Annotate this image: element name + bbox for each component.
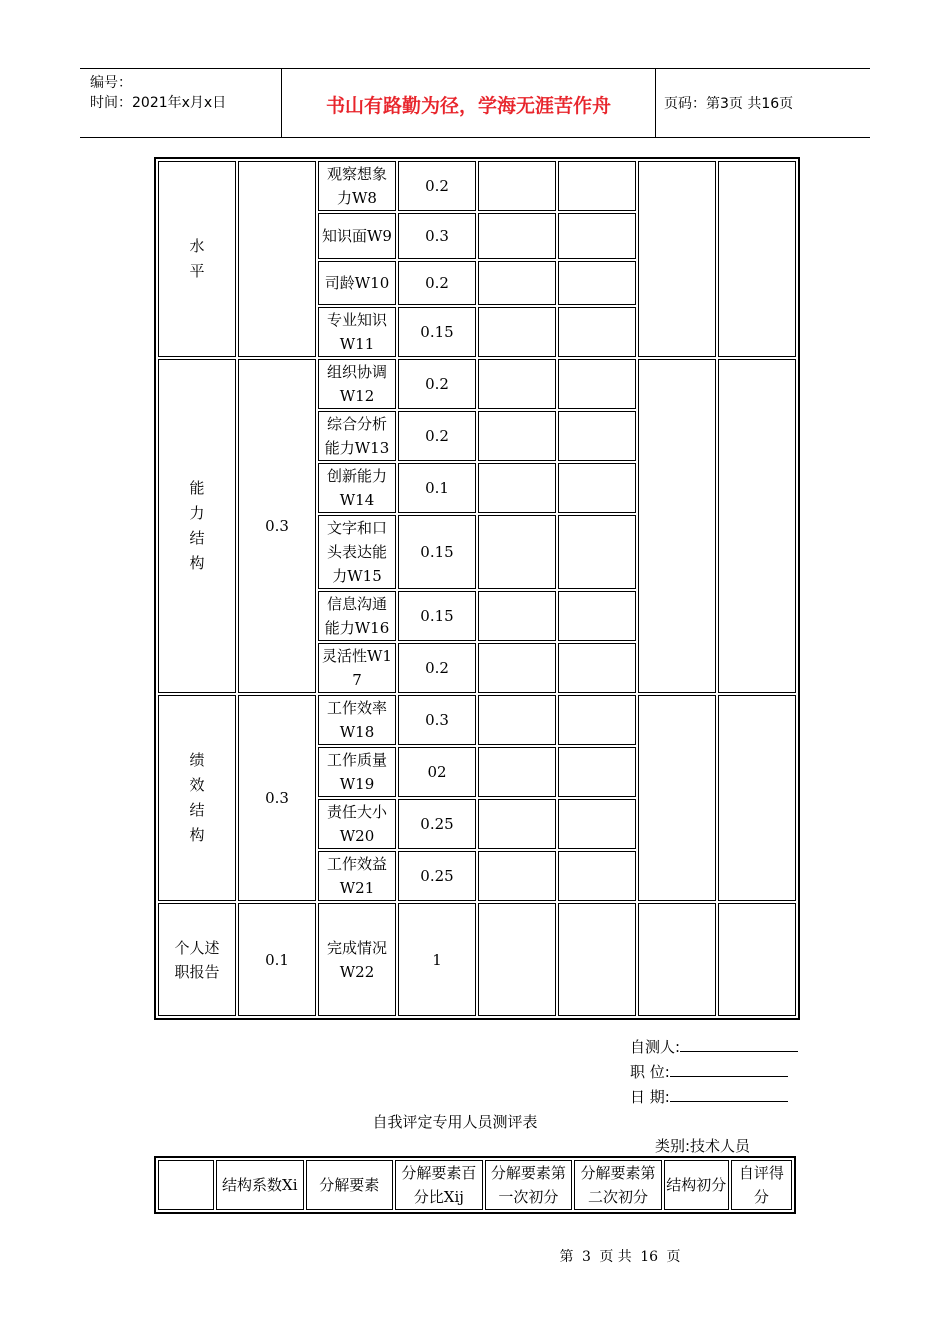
first-score-cell[interactable] — [478, 695, 556, 745]
factor-cell — [318, 747, 396, 797]
second-score-cell[interactable] — [558, 851, 636, 901]
factor-cell — [318, 695, 396, 745]
factor-percentage-cell: 0.2 — [398, 161, 476, 211]
first-score-cell[interactable] — [478, 591, 556, 641]
date-blank[interactable] — [670, 1087, 788, 1102]
factor-label: 完成情况W22 — [326, 938, 387, 981]
self-score-cell[interactable] — [718, 695, 796, 901]
factor-label: 工作效率W18 — [326, 699, 387, 741]
first-score-cell[interactable] — [478, 359, 556, 409]
factor-label: 组织协调W12 — [326, 363, 387, 405]
header-page-info: 页码：第3页 共16页 — [664, 96, 794, 112]
factor-percentage-cell: 0.25 — [398, 851, 476, 901]
second-score-cell[interactable] — [558, 591, 636, 641]
second-score-cell[interactable] — [558, 799, 636, 849]
factor-cell — [318, 851, 396, 901]
factor-cell — [318, 411, 396, 461]
structure-coefficient-cell — [238, 161, 316, 357]
form-title: 自我评定专用人员测评表 — [372, 1113, 538, 1131]
footer-page-total: 16 — [640, 1249, 659, 1265]
factor-cell — [318, 213, 396, 259]
first-score-cell[interactable] — [478, 213, 556, 259]
factor-cell — [318, 515, 396, 589]
self-tester-line — [630, 1036, 798, 1057]
self-score-cell[interactable] — [718, 903, 796, 1016]
header-motto: 书山有路勤为径，学海无涯苦作舟 — [325, 95, 611, 117]
factor-label: 综合分析能力W13 — [324, 415, 390, 457]
page-footer — [0, 1246, 950, 1266]
second-score-cell[interactable] — [558, 515, 636, 589]
first-score-cell[interactable] — [478, 643, 556, 693]
column-header: 分解要素 — [306, 1160, 394, 1210]
self-score-cell[interactable] — [718, 161, 796, 357]
table-row — [158, 161, 796, 211]
structure-score-cell[interactable] — [638, 695, 716, 901]
table-row — [158, 903, 796, 1016]
position-line — [630, 1061, 788, 1082]
factor-cell — [318, 643, 396, 693]
structure-coefficient-cell: 0.3 — [238, 359, 316, 693]
factor-cell — [318, 799, 396, 849]
self-tester-label: 自测人: — [630, 1038, 681, 1056]
factor-label: 灵活性W17 — [322, 647, 392, 689]
document-time-label: 时间：2021年x月x日 — [90, 95, 227, 111]
structure-coefficient-cell: 0.3 — [238, 695, 316, 901]
factor-cell — [318, 591, 396, 641]
first-score-cell[interactable] — [478, 515, 556, 589]
first-score-cell[interactable] — [478, 307, 556, 357]
second-score-cell[interactable] — [558, 307, 636, 357]
second-score-cell[interactable] — [558, 695, 636, 745]
factor-percentage-cell: 02 — [398, 747, 476, 797]
second-score-cell[interactable] — [558, 411, 636, 461]
section-name-cell — [158, 359, 236, 693]
position-blank[interactable] — [670, 1062, 788, 1077]
structure-score-cell[interactable] — [638, 903, 716, 1016]
factor-label: 司龄W10 — [324, 274, 390, 292]
first-score-cell[interactable] — [478, 261, 556, 305]
second-score-cell[interactable] — [558, 463, 636, 513]
factor-label: 责任大小W20 — [326, 803, 387, 845]
first-score-cell[interactable] — [478, 747, 556, 797]
column-header: 分解要素百分比Xij — [395, 1160, 483, 1210]
column-header: 结构系数Xi — [216, 1160, 304, 1210]
first-score-cell[interactable] — [478, 903, 556, 1016]
page-header — [80, 68, 870, 138]
factor-cell — [318, 161, 396, 211]
factor-cell — [318, 359, 396, 409]
section-name-cell — [158, 903, 236, 1016]
footer-prefix: 第 — [559, 1249, 574, 1265]
factor-percentage-cell: 0.2 — [398, 359, 476, 409]
column-header: 自评得分 — [731, 1160, 792, 1210]
factor-percentage-cell: 0.3 — [398, 695, 476, 745]
factor-percentage-cell: 0.15 — [398, 515, 476, 589]
factor-label: 信息沟通能力W16 — [324, 595, 390, 637]
section-name: 能力结构 — [189, 479, 205, 572]
factor-label: 文字和口头表达能力W15 — [326, 519, 387, 585]
factor-label: 工作效益W21 — [326, 855, 387, 897]
factor-percentage-cell: 0.3 — [398, 213, 476, 259]
factor-cell — [318, 903, 396, 1016]
footer-suffix: 页 — [666, 1249, 681, 1265]
first-score-cell[interactable] — [478, 463, 556, 513]
section-name: 水平 — [189, 237, 205, 280]
category-label: 类别:技术人员 — [655, 1137, 751, 1155]
second-score-cell[interactable] — [558, 643, 636, 693]
section-name: 个人述职报告 — [174, 938, 220, 981]
section-name: 绩效结构 — [189, 751, 205, 844]
column-header: 分解要素第二次初分 — [574, 1160, 662, 1210]
factor-label: 知识面W9 — [322, 227, 392, 245]
structure-coefficient-cell: 0.1 — [238, 903, 316, 1016]
structure-score-cell[interactable] — [638, 161, 716, 357]
column-header: 分解要素第一次初分 — [485, 1160, 573, 1210]
factor-percentage-cell: 0.15 — [398, 307, 476, 357]
factor-percentage-cell: 0.2 — [398, 643, 476, 693]
header-divider — [655, 69, 656, 137]
self-evaluation-header-table — [154, 1156, 796, 1214]
first-score-cell[interactable] — [478, 799, 556, 849]
position-label: 职 位: — [630, 1063, 670, 1081]
table-row — [158, 359, 796, 409]
factor-cell — [318, 307, 396, 357]
self-tester-blank[interactable] — [680, 1037, 798, 1052]
factor-cell — [318, 261, 396, 305]
first-score-cell[interactable] — [478, 851, 556, 901]
header-meta — [90, 73, 280, 113]
second-score-cell[interactable] — [558, 161, 636, 211]
structure-score-cell[interactable] — [638, 359, 716, 693]
factor-percentage-cell: 0.2 — [398, 411, 476, 461]
factor-label: 观察想象力W8 — [326, 165, 387, 207]
column-header — [158, 1160, 214, 1210]
factor-label: 工作质量W19 — [326, 751, 387, 793]
self-score-cell[interactable] — [718, 359, 796, 693]
second-score-cell[interactable] — [558, 747, 636, 797]
footer-page-number: 3 — [581, 1249, 591, 1265]
factor-percentage-cell: 0.1 — [398, 463, 476, 513]
factor-percentage-cell: 1 — [398, 903, 476, 1016]
column-header: 结构初分 — [664, 1160, 729, 1210]
second-score-cell[interactable] — [558, 261, 636, 305]
factor-percentage-cell: 0.25 — [398, 799, 476, 849]
factor-cell — [318, 463, 396, 513]
date-line — [630, 1086, 788, 1107]
factor-percentage-cell: 0.15 — [398, 591, 476, 641]
evaluation-table — [154, 157, 800, 1020]
factor-percentage-cell: 0.2 — [398, 261, 476, 305]
date-label: 日 期: — [630, 1088, 670, 1106]
document-number-label: 编号： — [90, 75, 132, 91]
table-row — [158, 695, 796, 745]
factor-label: 专业知识W11 — [326, 311, 387, 353]
second-score-cell[interactable] — [558, 903, 636, 1016]
section-name-cell — [158, 695, 236, 901]
footer-mid: 页 共 — [599, 1249, 632, 1265]
second-score-cell[interactable] — [558, 213, 636, 259]
second-score-cell[interactable] — [558, 359, 636, 409]
factor-label: 创新能力W14 — [326, 467, 387, 509]
first-score-cell[interactable] — [478, 411, 556, 461]
first-score-cell[interactable] — [478, 161, 556, 211]
section-name-cell — [158, 161, 236, 357]
